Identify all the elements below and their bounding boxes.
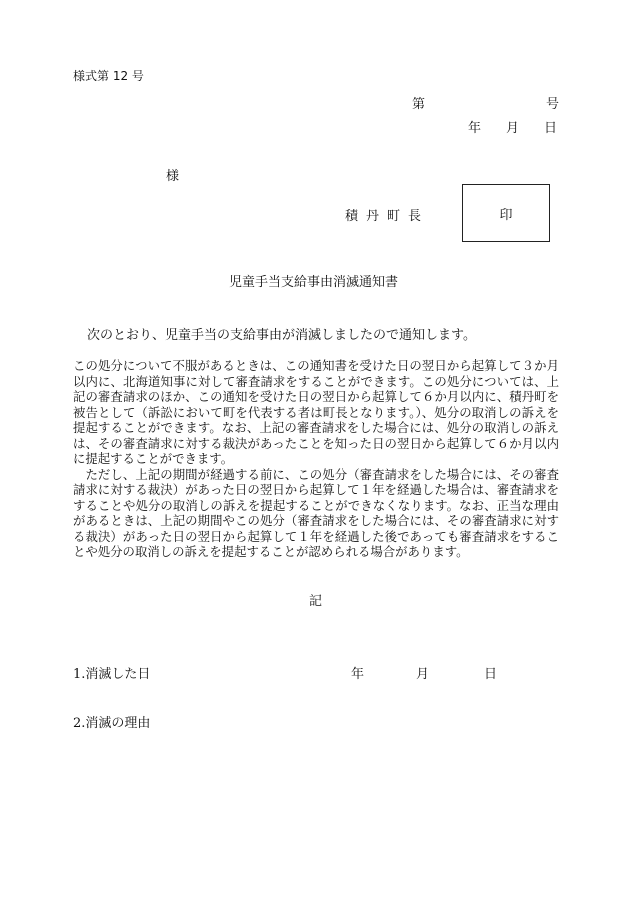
- intro-text: 次のとおり、児童手当の支給事由が消滅しましたので通知します。: [87, 328, 476, 343]
- issuer-name: 積丹町長: [345, 209, 430, 224]
- item1-year: 年: [351, 667, 365, 682]
- item1-month: 月: [416, 667, 430, 682]
- reference-dai: 第: [412, 97, 426, 112]
- recipient-suffix: 様: [166, 169, 180, 184]
- seal-label: 印: [499, 207, 513, 223]
- form-number: 様式第 12 号: [73, 69, 144, 83]
- item1-day: 日: [484, 667, 498, 682]
- reference-go: 号: [546, 97, 560, 112]
- item1-label: 1.消滅した日: [73, 667, 151, 682]
- notice-paragraph: この処分について不服があるときは、この通知書を受けた日の翌日から起算して３か月以内に、北海道知事に対して審査請求をすることができます。この処分については、上記の審査請求のほか、この通知を受けた日の翌日から起算して６か月以内に、積丹町を被告として（訴訟において町を代表する者は町長となります。）、処分の取消しの訴えを提起することができます。なお、上記の審査請求をした場合には、処分の取消しの訴えは、その審査請求に対する裁決があったことを知った日の翌日から起算して６か月以内に提起することができます。: [73, 358, 559, 466]
- issue-date-day: 日: [544, 121, 558, 136]
- issue-date-month: 月: [506, 121, 520, 136]
- issue-date-year: 年: [468, 121, 482, 136]
- document-title: 児童手当支給事由消滅通知書: [229, 275, 399, 290]
- notice-paragraph: ただし、上記の期間が経過する前に、この処分（審査請求をした場合には、その審査請求に対する裁決）があった日の翌日から起算して１年を経過した場合は、審査請求をすることや処分の取消しの訴えを提起することができなくなります。なお、正当な理由があるときは、上記の期間やこの処分（審査請求をした場合には、その審査請求に対する裁決）があった日の翌日から起算して１年を経過した後であっても審査請求をすることや処分の取消しの訴えを提起することが認められる場合があります。: [73, 466, 559, 559]
- appeal-notice: [73, 358, 559, 560]
- ki-heading: 記: [309, 594, 323, 609]
- seal-box: [462, 184, 550, 242]
- item2-label: 2.消滅の理由: [73, 716, 151, 731]
